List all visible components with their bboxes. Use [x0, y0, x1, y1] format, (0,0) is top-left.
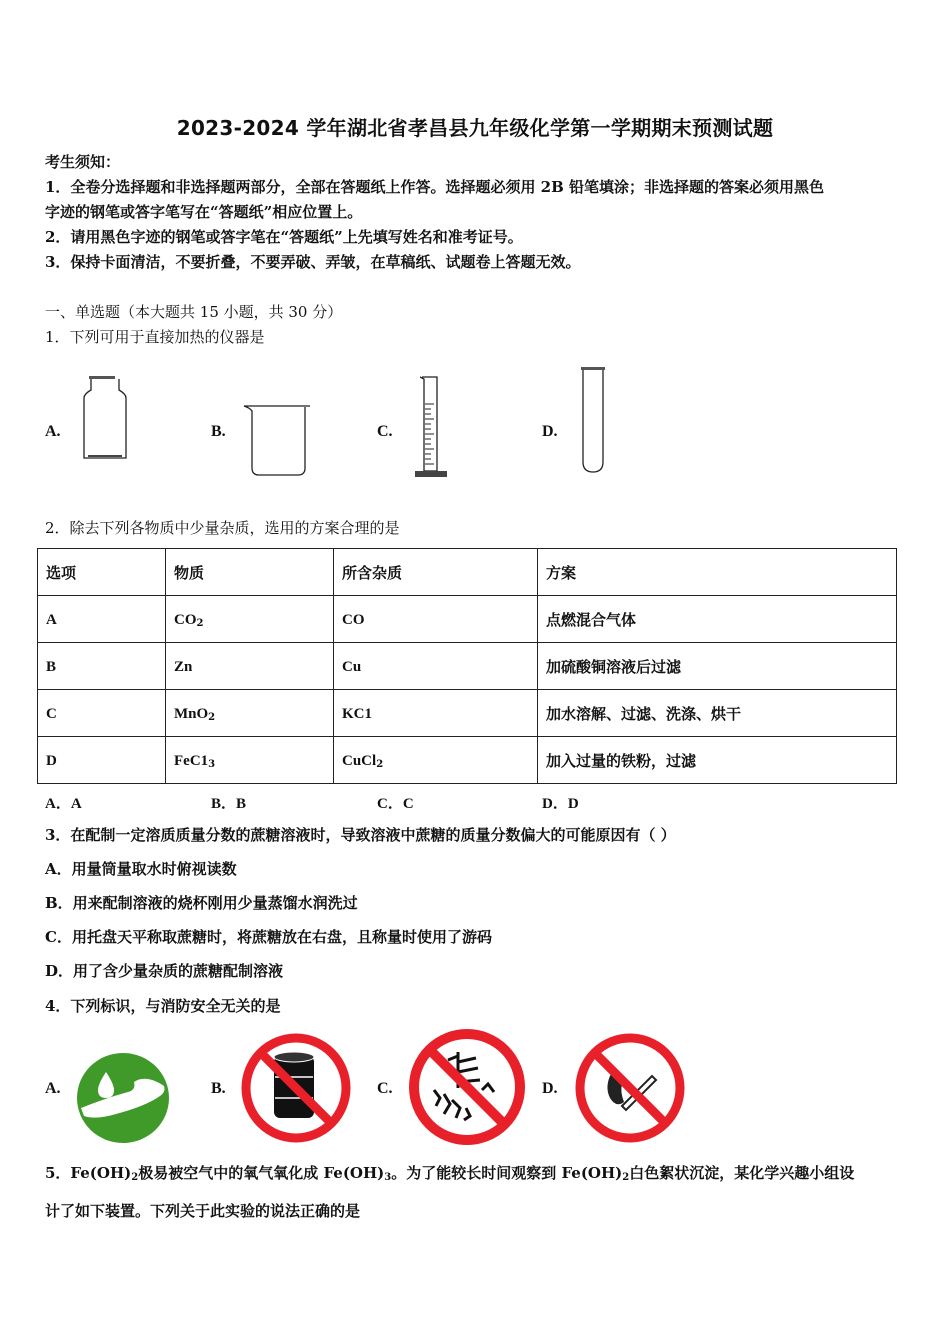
- row-impurity: CuCl: [342, 752, 377, 769]
- subscript: 3: [384, 1172, 392, 1183]
- q5-stem-line1: [45, 1163, 854, 1188]
- q4-option-c-label[interactable]: C.: [377, 1080, 393, 1097]
- row-option: D: [46, 752, 57, 769]
- reagent-bottle-icon: [80, 374, 130, 462]
- q2-choice-d[interactable]: D．D: [542, 796, 579, 812]
- q2-choice-c[interactable]: C．C: [377, 796, 414, 812]
- header-plan: 方案: [538, 549, 897, 596]
- table-row: [38, 643, 897, 690]
- subscript: 2: [208, 711, 216, 723]
- page-title: 2023-2024 学年湖北省孝昌县九年级化学第一学期期末预测试题: [176, 116, 774, 140]
- q1-option-b-label[interactable]: B.: [211, 423, 226, 440]
- row-substance: FeC1: [174, 752, 209, 769]
- row-impurity: Cu: [342, 658, 362, 675]
- q1-option-a-label[interactable]: A.: [45, 423, 61, 440]
- q3-option-d[interactable]: D．用了含少量杂质的蔗糖配制溶液: [45, 962, 284, 980]
- q4-stem: 4．下列标识，与消防安全无关的是: [45, 997, 281, 1015]
- q2-choice-b[interactable]: B．B: [211, 796, 247, 812]
- subscript: 2: [376, 758, 384, 770]
- water-saving-sign-icon: [76, 1052, 170, 1144]
- notice-item-1-cont: 字迹的钢笔或答字笔写在“答题纸”相应位置上。: [45, 203, 363, 221]
- q2-choice-a[interactable]: A．A: [45, 796, 82, 812]
- table-row: [38, 596, 897, 643]
- q5-text: 5．Fe(OH): [45, 1164, 132, 1182]
- row-substance: MnO: [174, 705, 209, 722]
- q4-option-d-label[interactable]: D.: [542, 1080, 558, 1097]
- subscript: 2: [131, 1172, 139, 1183]
- no-oil-drum-sign-icon: [240, 1032, 352, 1144]
- row-option: A: [46, 611, 57, 628]
- subscript: 2: [622, 1172, 630, 1183]
- subscript: 3: [208, 758, 216, 770]
- row-impurity: CO: [342, 611, 365, 628]
- beaker-icon: [242, 404, 314, 478]
- notice-item-2: 2．请用黑色字迹的钢笔或答字笔在“答题纸”上先填写姓名和准考证号。: [45, 228, 523, 246]
- q2-stem: 2．除去下列各物质中少量杂质，选用的方案合理的是: [45, 519, 400, 537]
- row-impurity: KC1: [342, 705, 372, 722]
- q3-option-a[interactable]: A．用量筒量取水时俯视读数: [45, 860, 237, 878]
- q4-option-b-label[interactable]: B.: [211, 1080, 226, 1097]
- notice-item-1: 1．全卷分选择题和非选择题两部分，全部在答题纸上作答。选择题必须用 2B 铅笔填涂；非选择题的答案必须用黑色: [45, 178, 825, 196]
- row-plan: 加硫酸铜溶液后过滤: [538, 643, 897, 690]
- q1-option-d-label[interactable]: D.: [542, 423, 558, 440]
- row-option: C: [46, 705, 57, 722]
- q5-stem-line2: 计了如下装置。下列关于此实验的说法正确的是: [45, 1202, 361, 1220]
- q5-text: 白色絮状沉淀，某化学兴趣小组设: [629, 1164, 855, 1182]
- row-substance: CO: [174, 611, 197, 628]
- table-row: [38, 690, 897, 737]
- test-tube-icon: [580, 366, 606, 476]
- header-option: 选项: [38, 549, 166, 596]
- q2-table: [37, 548, 897, 784]
- row-plan: 点燃混合气体: [538, 596, 897, 643]
- subscript: 2: [196, 617, 204, 629]
- q1-option-c-label[interactable]: C.: [377, 423, 393, 440]
- q4-option-a-label[interactable]: A.: [45, 1080, 61, 1097]
- q5-text: 极易被空气中的氧气氧化成 Fe(OH): [138, 1164, 385, 1182]
- row-substance: Zn: [174, 658, 193, 675]
- notice-heading: 考生须知：: [45, 153, 121, 171]
- q5-text: 。为了能较长时间观察到 Fe(OH): [391, 1164, 623, 1182]
- notice-item-3: 3．保持卡面清洁，不要折叠，不要弄破、弄皱，在草稿纸、试题卷上答题无效。: [45, 253, 581, 271]
- row-plan: 加入过量的铁粉，过滤: [538, 737, 897, 784]
- section-heading: 一、单选题（本大题共 15 小题，共 30 分）: [45, 303, 343, 321]
- graduated-cylinder-icon: [412, 374, 452, 480]
- q1-stem: 1．下列可用于直接加热的仪器是: [45, 328, 265, 346]
- table-row: [38, 737, 897, 784]
- q3-option-b[interactable]: B．用来配制溶液的烧杯刚用少量蒸馏水润洗过: [45, 894, 358, 912]
- no-open-flame-sign-icon: [574, 1032, 686, 1144]
- table-header-row: [38, 549, 897, 596]
- no-fireworks-sign-icon: [408, 1028, 526, 1146]
- header-impurity: 所含杂质: [334, 549, 538, 596]
- row-option: B: [46, 658, 57, 675]
- q3-option-c[interactable]: C．用托盘天平称取蔗糖时，将蔗糖放在右盘，且称量时使用了游码: [45, 928, 492, 946]
- header-substance: 物质: [166, 549, 334, 596]
- q3-stem: 3．在配制一定溶质质量分数的蔗糖溶液时，导致溶液中蔗糖的质量分数偏大的可能原因有（ ）: [45, 826, 676, 844]
- row-plan: 加水溶解、过滤、洗涤、烘干: [538, 690, 897, 737]
